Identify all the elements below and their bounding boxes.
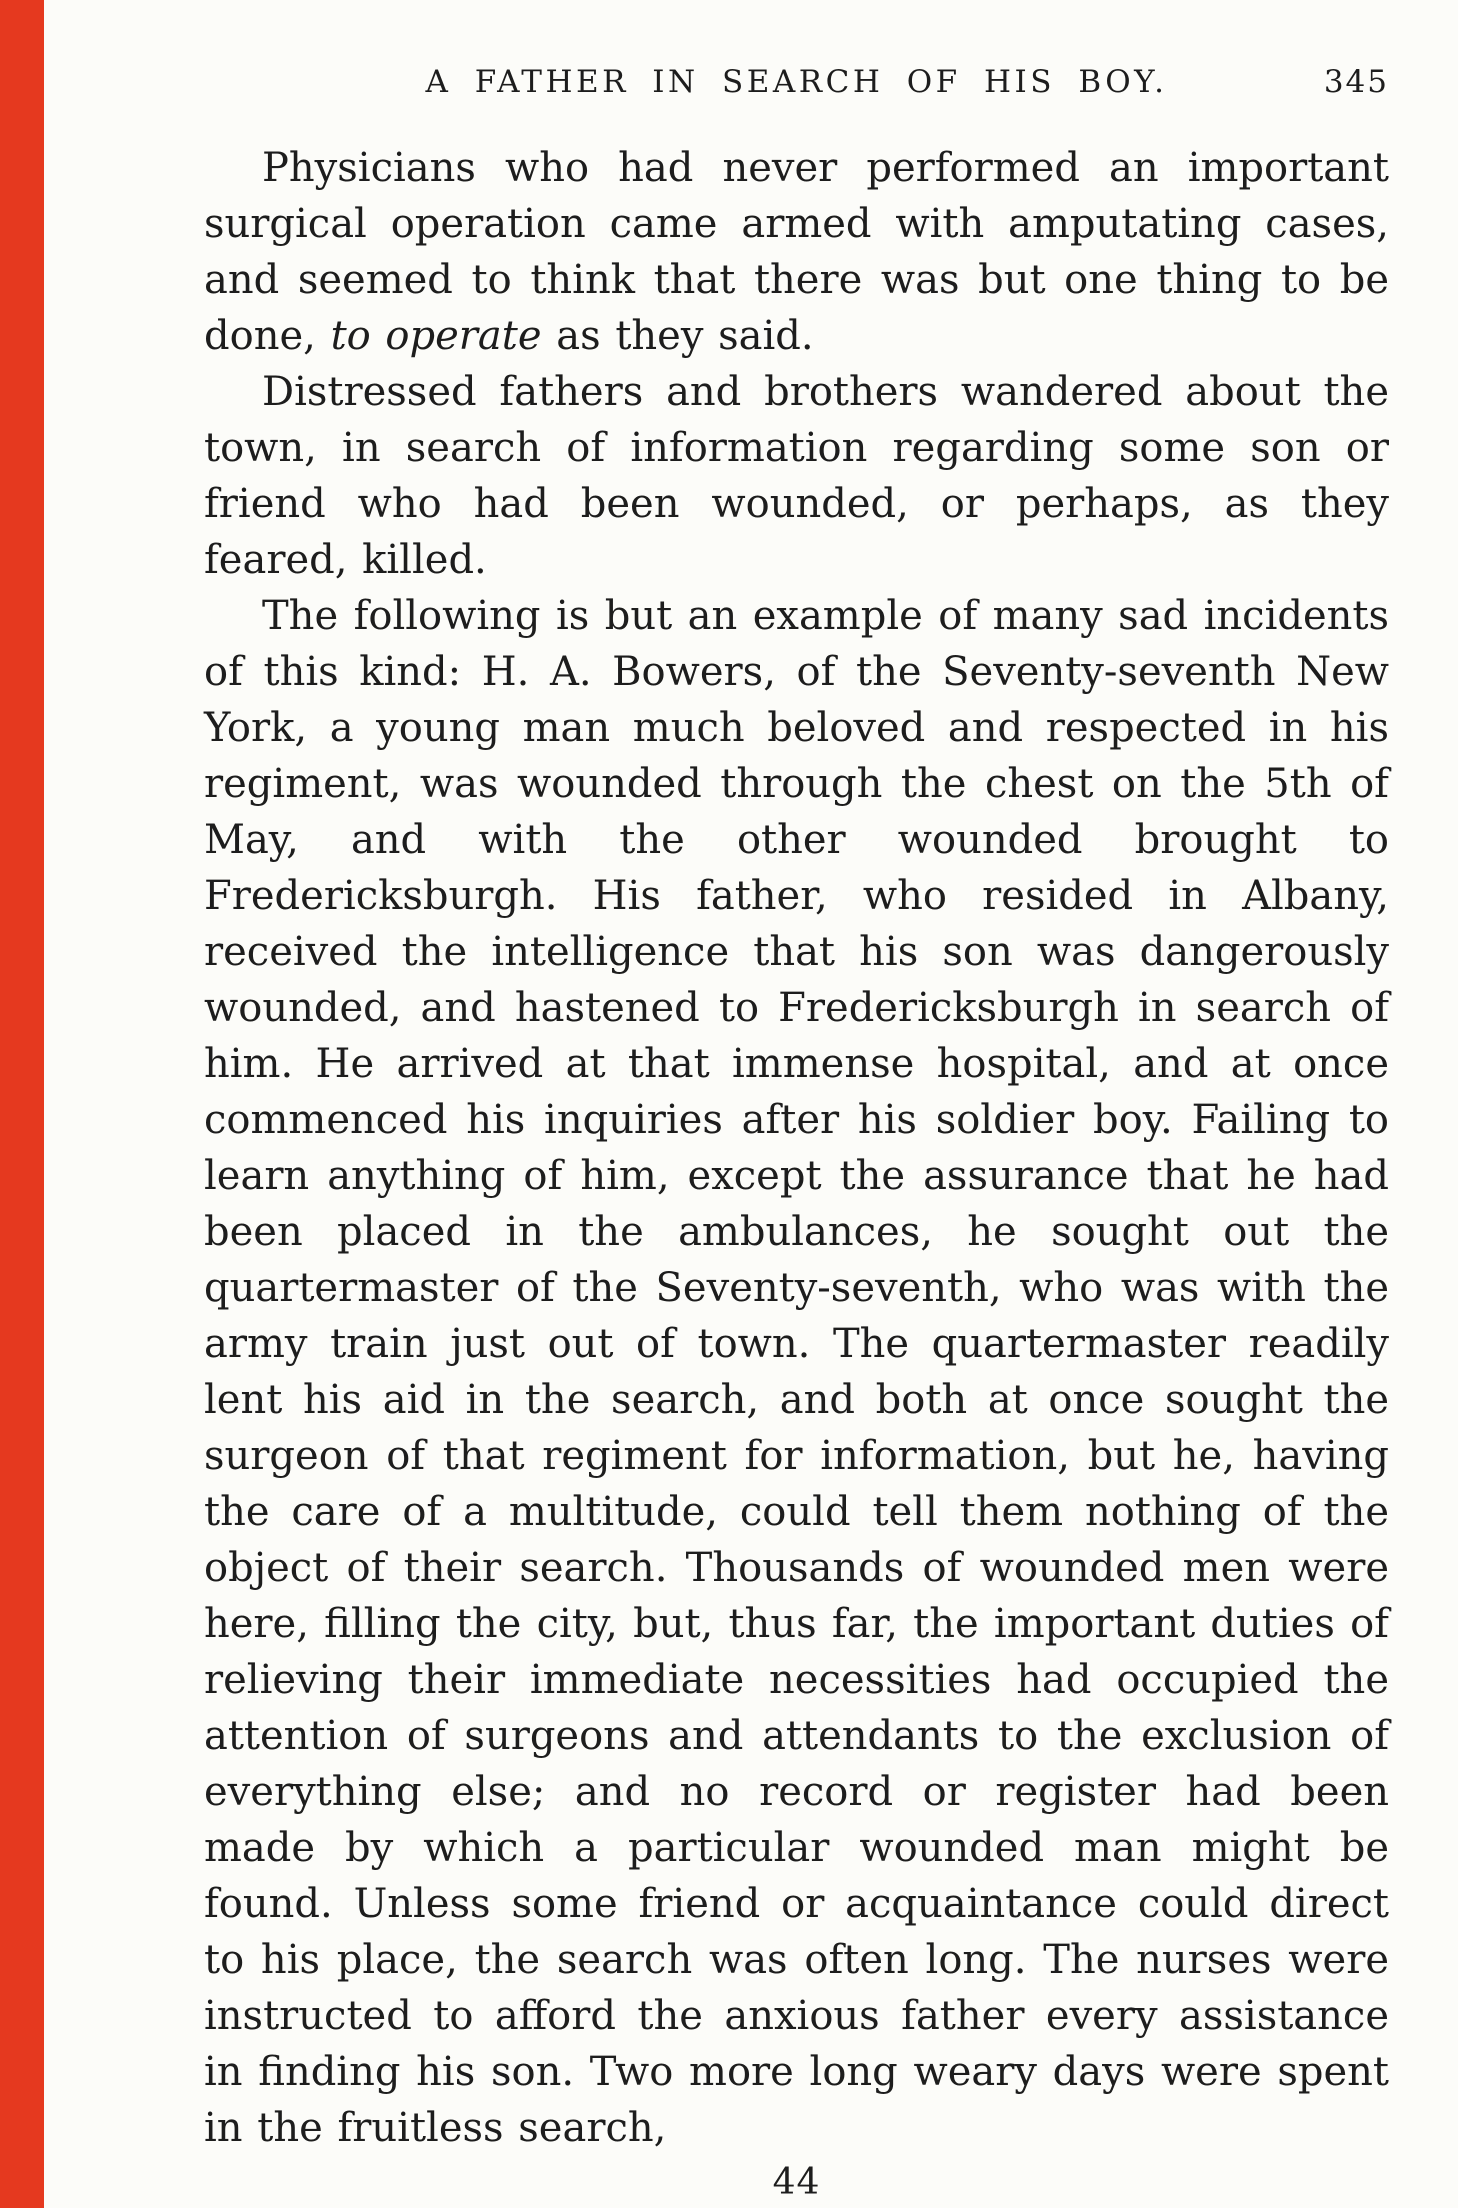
text-segment: Distressed fathers and brothers wandered about the town, in search of information regarding some son or friend who had been wounded, or perhaps, as they feared, killed. [204, 369, 1389, 583]
text-segment: The following is but an example of many sad incidents of this kind: H. A. Bowers, of the Seventy-seventh New York, a young man much beloved and respected in his regiment, was wounded through the chest on the 5th of May, and with the other wounded brought to Fredericksburgh. His father, who resided in Albany, received the intelligence that his son was dangerously wounded, and hastened to Fredericksburgh in search of him. He arrived at that immense hospital, and at once commenced his inquiries after his soldier boy. Failing to learn anything of him, except the assurance that he had been placed in the ambulances, he sought out the quartermaster of the Seventy-seventh, who was with the army train just out of town. The quartermaster readily lent his aid in the search, and both at once sought the surgeon of that regiment for information, but he, having the care of a multitude, could tell them nothing of the object of their search. Thousands of wounded men were here, filling the city, but, thus far, the important duties of relieving their immediate necessities had occupied the attention of surgeons and attendants to the exclusion of everything else; and no record or register had been made by which a particular wounded man might be found. Unless some friend or acquaintance could direct to his place, the search was often long. The nurses were instructed to afford the anxious father every assistance in finding his son. Two more long weary days were spent in the fruitless search, [204, 593, 1389, 2151]
text-segment: as they said. [541, 313, 814, 359]
paragraph [204, 588, 1389, 2156]
page-header [204, 64, 1389, 110]
page-footer [204, 2162, 1389, 2203]
paragraph [204, 140, 1389, 364]
folio-number: 44 [772, 2162, 821, 2203]
italic-text: to operate [330, 313, 542, 359]
running-head-title: A FATHER IN SEARCH OF HIS BOY. [425, 64, 1168, 100]
text-segment: Physicians who had never performed an important surgical operation came armed with amputating cases, and seemed to think that there was but one thing to be done, [204, 145, 1389, 359]
paragraph [204, 364, 1389, 588]
page-number: 345 [1323, 64, 1389, 100]
scan-edge-stripe [0, 0, 44, 2208]
body-text [204, 140, 1389, 2156]
book-page [204, 0, 1389, 2203]
